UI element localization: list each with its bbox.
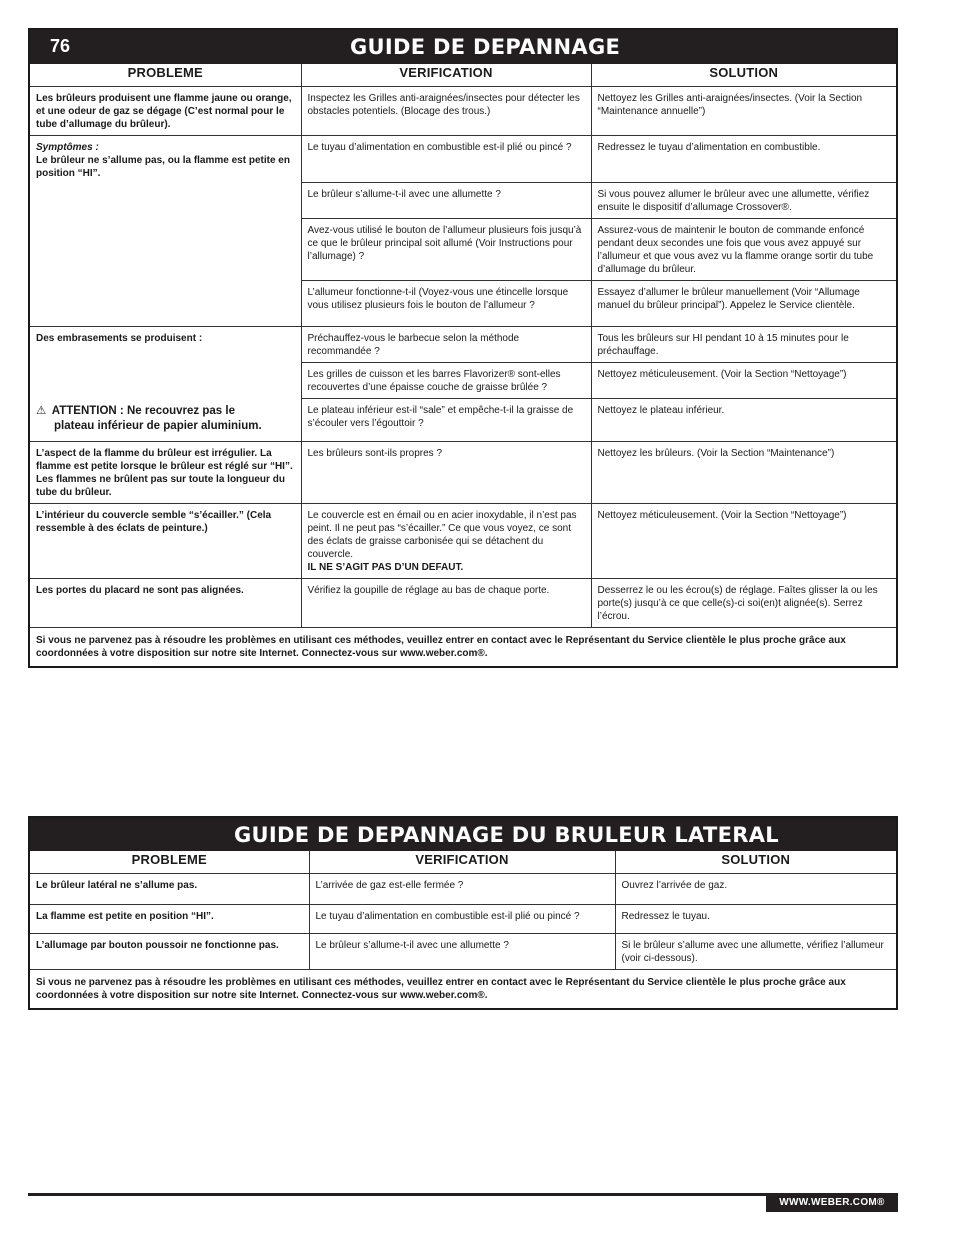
contact-footer: Si vous ne parvenez pas à résoudre les problèmes en utilisant ces méthodes, veuillez entrer en contact avec le Représentant du Service clientèle le plus proche grâce aux coordonnées à votre disposition sur notre site Internet. Connectez-vous sur www.weber.com®. <box>30 627 896 666</box>
problem-cell: L’intérieur du couvercle semble “s’écailler.” (Cela ressemble à des éclats de peinture.) <box>30 503 301 578</box>
side-burner-troubleshooting-guide <box>28 816 898 1010</box>
warning-triangle-icon: ⚠ <box>36 404 47 417</box>
verification-cell: Le brûleur s’allume-t-il avec une allumette ? <box>309 933 615 969</box>
problem-cell: Le brûleur latéral ne s’allume pas. <box>30 873 309 904</box>
problem-cell: L’aspect de la flamme du brûleur est irrégulier. La flamme est petite lorsque le brûleur est réglé sur “HI”. Les flammes ne brûlent pas sur toute la longueur du tube du brûleur. <box>30 441 301 503</box>
verification-cell: Les grilles de cuisson et les barres Flavorizer® sont-elles recouvertes d’une épaisse couche de graisse brûlée ? <box>301 362 591 398</box>
problem-cell <box>30 326 301 441</box>
table-row <box>30 503 896 578</box>
symptoms-label: Symptômes : <box>36 141 99 153</box>
solution-cell: Si le brûleur s’allume avec une allumette, vérifiez l’allumeur (voir ci-dessous). <box>615 933 896 969</box>
warning-line-1: ATTENTION : Ne recouvrez pas le <box>51 404 235 417</box>
no-defect-note: IL NE S’AGIT PAS D’UN DEFAUT. <box>307 561 464 573</box>
problem-text: Des embrasements se produisent : <box>36 332 203 344</box>
troubleshooting-table <box>30 64 896 666</box>
header-solution: SOLUTION <box>591 64 896 86</box>
verification-cell: Inspectez les Grilles anti-araignées/insectes pour détecter les obstacles potentiels. (Blocage des trous.) <box>301 86 591 135</box>
table-row <box>30 135 896 182</box>
table-header-row <box>30 64 896 86</box>
problem-cell <box>30 135 301 326</box>
solution-cell: Ouvrez l’arrivée de gaz. <box>615 873 896 904</box>
problem-cell: L’allumage par bouton poussoir ne fonctionne pas. <box>30 933 309 969</box>
table-row <box>30 904 896 933</box>
table-footer-row <box>30 969 896 1008</box>
table-row <box>30 86 896 135</box>
guide-title: GUIDE DE DEPANNAGE DU BRULEUR LATERAL <box>234 823 779 847</box>
solution-cell: Essayez d’allumer le brûleur manuellement (Voir “Allumage manuel du brûleur principal”). Appelez le Service clientèle. <box>591 280 896 326</box>
verification-cell: L’allumeur fonctionne-t-il (Voyez-vous une étincelle lorsque vous utilisez plusieurs fois le bouton de l’allumeur ? <box>301 280 591 326</box>
problem-cell: Les brûleurs produisent une flamme jaune ou orange, et une odeur de gaz se dégage (C’est normal pour le tube d’allumage du brûleur). <box>30 86 301 135</box>
contact-footer: Si vous ne parvenez pas à résoudre les problèmes en utilisant ces méthodes, veuillez entrer en contact avec le Représentant du Service clientèle le plus proche grâce aux coordonnées à votre disposition sur notre site Internet. Connectez-vous sur www.weber.com®. <box>30 969 896 1008</box>
solution-cell: Desserrez le ou les écrou(s) de réglage. Faîtes glisser la ou les porte(s) jusqu’à ce que celle(s)-ci soi(en)t alignée(s). Serrez l’écrou. <box>591 578 896 627</box>
verification-cell: Les brûleurs sont-ils propres ? <box>301 441 591 503</box>
problem-cell: La flamme est petite en position “HI”. <box>30 904 309 933</box>
header-problem: PROBLEME <box>30 64 301 86</box>
table-row <box>30 326 896 362</box>
verification-cell: Préchauffez-vous le barbecue selon la méthode recommandée ? <box>301 326 591 362</box>
solution-cell: Nettoyez les Grilles anti-araignées/insectes. (Voir la Section “Maintenance annuelle”) <box>591 86 896 135</box>
solution-cell: Tous les brûleurs sur HI pendant 10 à 15 minutes pour le préchauffage. <box>591 326 896 362</box>
solution-cell: Assurez-vous de maintenir le bouton de commande enfoncé pendant deux secondes une fois que vous avez appuyé sur l’allumeur et que vous avez vu la flamme orange sortir du tube d’allumage du brûleur. <box>591 218 896 280</box>
verification-cell: Le plateau inférieur est-il “sale” et empêche-t-il la graisse de s’écouler vers l’égouttoir ? <box>301 398 591 441</box>
header-solution: SOLUTION <box>615 851 896 873</box>
verification-cell: Le brûleur s’allume-t-il avec une allumette ? <box>301 182 591 218</box>
verification-cell <box>301 503 591 578</box>
solution-cell: Nettoyez les brûleurs. (Voir la Section “Maintenance”) <box>591 441 896 503</box>
verification-cell: L’arrivée de gaz est-elle fermée ? <box>309 873 615 904</box>
troubleshooting-guide <box>28 28 898 668</box>
solution-cell: Nettoyez méticuleusement. (Voir la Section “Nettoyage”) <box>591 503 896 578</box>
table-row <box>30 441 896 503</box>
solution-cell: Nettoyez méticuleusement. (Voir la Section “Nettoyage”) <box>591 362 896 398</box>
verification-cell: Avez-vous utilisé le bouton de l’allumeur plusieurs fois jusqu’à ce que le brûleur principal soit allumé (Voir Instructions pour l’allumage) ? <box>301 218 591 280</box>
table-row <box>30 873 896 904</box>
solution-cell: Redressez le tuyau d’alimentation en combustible. <box>591 135 896 182</box>
warning-line-2: plateau inférieur de papier aluminium. <box>54 419 262 432</box>
table-header-row <box>30 851 896 873</box>
solution-cell: Nettoyez le plateau inférieur. <box>591 398 896 441</box>
header-problem: PROBLEME <box>30 851 309 873</box>
warning-note <box>36 404 295 434</box>
side-burner-table <box>30 851 896 1008</box>
problem-text: Le brûleur ne s’allume pas, ou la flamme est petite en position “HI”. <box>36 154 290 179</box>
problem-cell: Les portes du placard ne sont pas alignées. <box>30 578 301 627</box>
verification-cell: Vérifiez la goupille de réglage au bas de chaque porte. <box>301 578 591 627</box>
verification-cell: Le tuyau d’alimentation en combustible est-il plié ou pincé ? <box>301 135 591 182</box>
page-number: 76 <box>50 36 71 56</box>
guide-banner <box>30 30 896 64</box>
verification-text: Le couvercle est en émail ou en acier inoxydable, il n’est pas peint. Il ne peut pas “s’écailler.” Ce que vous voyez, ce sont des éclats de graisse carbonisée qui se détachent du couvercle. <box>307 509 577 560</box>
table-row <box>30 933 896 969</box>
solution-cell: Si vous pouvez allumer le brûleur avec une allumette, vérifiez ensuite le dispositif d’allumage Crossover®. <box>591 182 896 218</box>
solution-cell: Redressez le tuyau. <box>615 904 896 933</box>
table-footer-row <box>30 627 896 666</box>
header-verification: VERIFICATION <box>301 64 591 86</box>
guide-banner <box>30 818 896 851</box>
verification-cell: Le tuyau d’alimentation en combustible est-il plié ou pincé ? <box>309 904 615 933</box>
website-tag: WWW.WEBER.COM® <box>766 1193 898 1212</box>
header-verification: VERIFICATION <box>309 851 615 873</box>
table-row <box>30 578 896 627</box>
guide-title: GUIDE DE DEPANNAGE <box>350 35 621 59</box>
